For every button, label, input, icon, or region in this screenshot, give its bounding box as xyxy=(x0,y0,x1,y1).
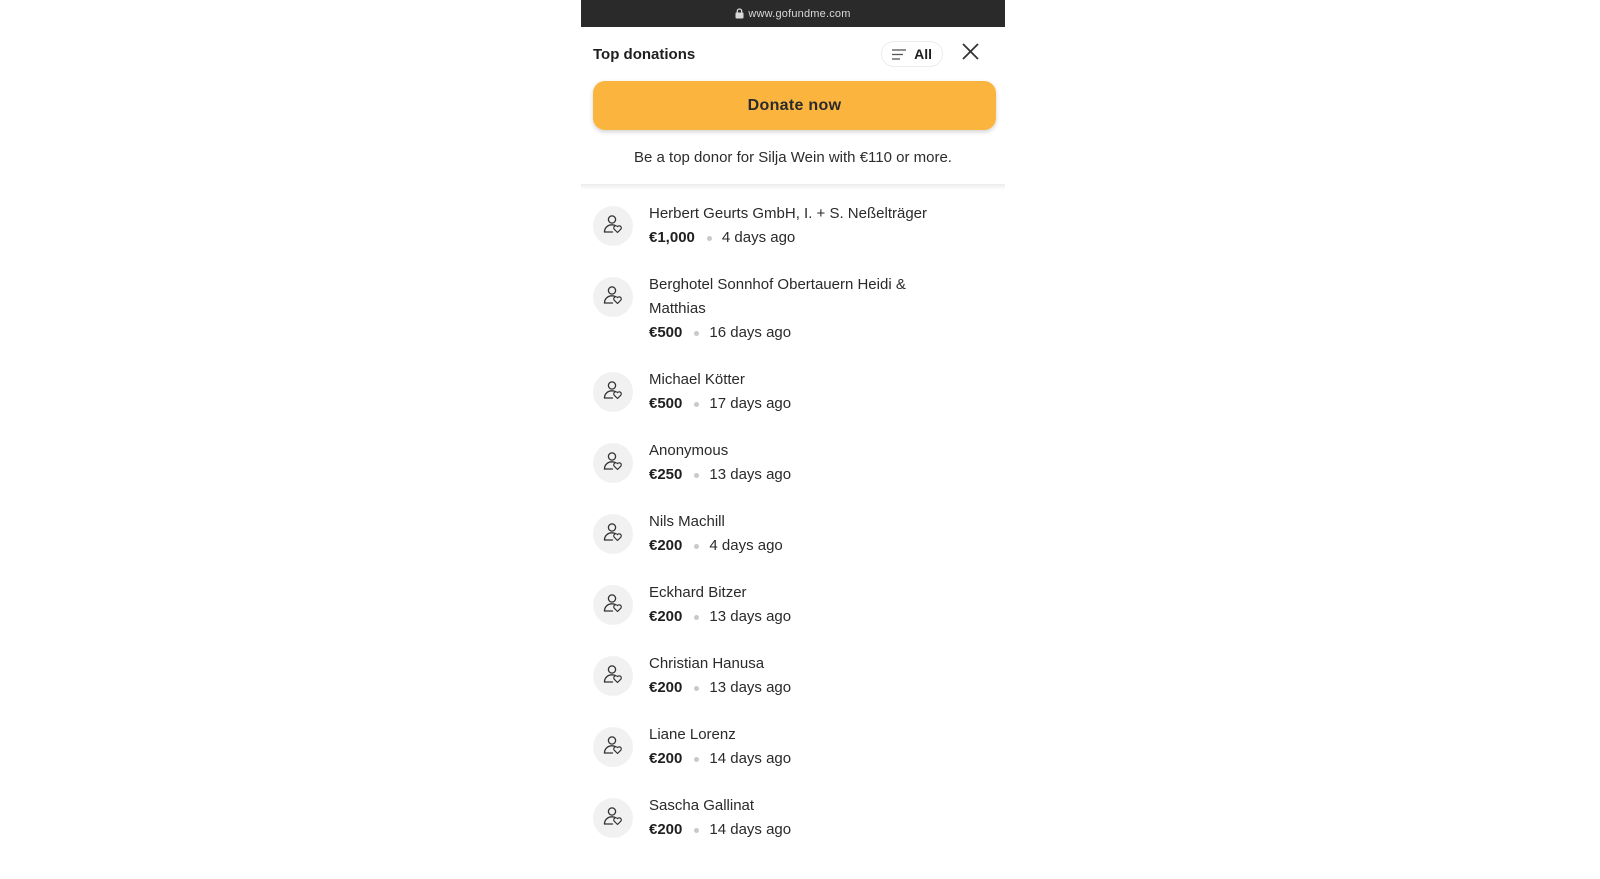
donation-time: 13 days ago xyxy=(709,466,792,483)
donor-info xyxy=(649,202,949,250)
donation-list-item xyxy=(581,439,1005,487)
donation-list-item xyxy=(581,723,1005,771)
donation-amount: €200 xyxy=(649,608,683,625)
donor-heart-icon xyxy=(602,379,624,406)
donation-time: 13 days ago xyxy=(709,679,792,696)
avatar xyxy=(593,372,633,412)
donor-heart-icon xyxy=(602,592,624,619)
avatar xyxy=(593,277,633,317)
browser-url-text: www.gofundme.com xyxy=(748,7,851,20)
donation-list-item xyxy=(581,581,1005,629)
donation-amount: €1,000 xyxy=(649,229,695,246)
donor-name: Liane Lorenz xyxy=(649,726,736,743)
donation-meta xyxy=(649,747,949,771)
donation-list xyxy=(581,202,1005,842)
filter-button[interactable] xyxy=(881,41,943,67)
phone-screen xyxy=(581,0,1005,879)
donor-heart-icon xyxy=(602,284,624,311)
donor-name: Nils Machill xyxy=(649,513,725,530)
donation-meta xyxy=(649,226,949,250)
donor-heart-icon xyxy=(602,213,624,240)
donor-name: Sascha Gallinat xyxy=(649,797,755,814)
donate-now-button[interactable]: Donate now xyxy=(593,81,996,130)
donor-info xyxy=(649,652,949,700)
donor-name: Anonymous xyxy=(649,442,729,459)
donation-amount: €200 xyxy=(649,679,683,696)
donation-meta xyxy=(649,818,949,842)
page-title: Top donations xyxy=(593,45,696,63)
donor-name: Christian Hanusa xyxy=(649,655,765,672)
donation-list-item xyxy=(581,794,1005,842)
donor-info xyxy=(649,723,949,771)
separator-dot xyxy=(694,473,699,478)
donor-heart-icon xyxy=(602,521,624,548)
donor-name: Michael Kötter xyxy=(649,371,745,388)
donate-wrap xyxy=(581,81,1005,130)
donation-meta xyxy=(649,392,949,416)
donor-info xyxy=(649,581,949,629)
separator-dot xyxy=(707,236,712,241)
donation-time: 16 days ago xyxy=(709,324,792,341)
donation-meta xyxy=(649,321,949,345)
donation-time: 14 days ago xyxy=(709,821,792,838)
donor-heart-icon xyxy=(602,663,624,690)
avatar xyxy=(593,798,633,838)
donation-meta xyxy=(649,676,949,700)
donation-amount: €500 xyxy=(649,395,683,412)
donation-list-item xyxy=(581,652,1005,700)
donations-header xyxy=(581,27,1005,81)
donation-time: 4 days ago xyxy=(721,229,796,246)
divider xyxy=(581,184,1005,190)
separator-dot xyxy=(694,615,699,620)
donation-amount: €250 xyxy=(649,466,683,483)
donation-list-item xyxy=(581,510,1005,558)
separator-dot xyxy=(694,757,699,762)
donation-amount: €200 xyxy=(649,821,683,838)
donation-amount: €200 xyxy=(649,537,683,554)
donor-heart-icon xyxy=(602,450,624,477)
donor-info xyxy=(649,368,949,416)
donation-time: 14 days ago xyxy=(709,750,792,767)
donor-name: Berghotel Sonnhof Obertauern Heidi & Matthias xyxy=(649,276,906,317)
avatar xyxy=(593,727,633,767)
donation-amount: €500 xyxy=(649,324,683,341)
donation-time: 17 days ago xyxy=(709,395,792,412)
donor-info xyxy=(649,273,949,345)
avatar xyxy=(593,206,633,246)
filter-lines-icon xyxy=(892,49,906,60)
donor-info xyxy=(649,794,949,842)
top-donor-note: Be a top donor for Silja Wein with €110 or more. xyxy=(634,149,952,166)
separator-dot xyxy=(694,544,699,549)
donation-list-item xyxy=(581,202,1005,250)
avatar xyxy=(593,514,633,554)
donation-time: 4 days ago xyxy=(709,537,783,554)
donor-info xyxy=(649,510,949,558)
donor-heart-icon xyxy=(602,805,624,832)
donor-info xyxy=(649,439,949,487)
close-icon xyxy=(962,43,979,65)
avatar xyxy=(593,585,633,625)
browser-url-bar[interactable] xyxy=(581,0,1005,27)
avatar xyxy=(593,656,633,696)
close-button[interactable] xyxy=(959,43,981,65)
donation-meta xyxy=(649,463,949,487)
donor-heart-icon xyxy=(602,734,624,761)
lock-icon xyxy=(735,8,744,19)
separator-dot xyxy=(694,402,699,407)
donation-amount: €200 xyxy=(649,750,683,767)
donation-meta xyxy=(649,534,949,558)
separator-dot xyxy=(694,828,699,833)
donation-meta xyxy=(649,605,949,629)
avatar xyxy=(593,443,633,483)
donation-time: 13 days ago xyxy=(709,608,792,625)
donor-name: Eckhard Bitzer xyxy=(649,584,747,601)
separator-dot xyxy=(694,686,699,691)
donation-list-item xyxy=(581,273,1005,345)
donation-list-item xyxy=(581,368,1005,416)
donor-name: Herbert Geurts GmbH, I. + S. Neßelträger xyxy=(649,205,928,222)
separator-dot xyxy=(694,331,699,336)
filter-label: All xyxy=(914,46,932,62)
